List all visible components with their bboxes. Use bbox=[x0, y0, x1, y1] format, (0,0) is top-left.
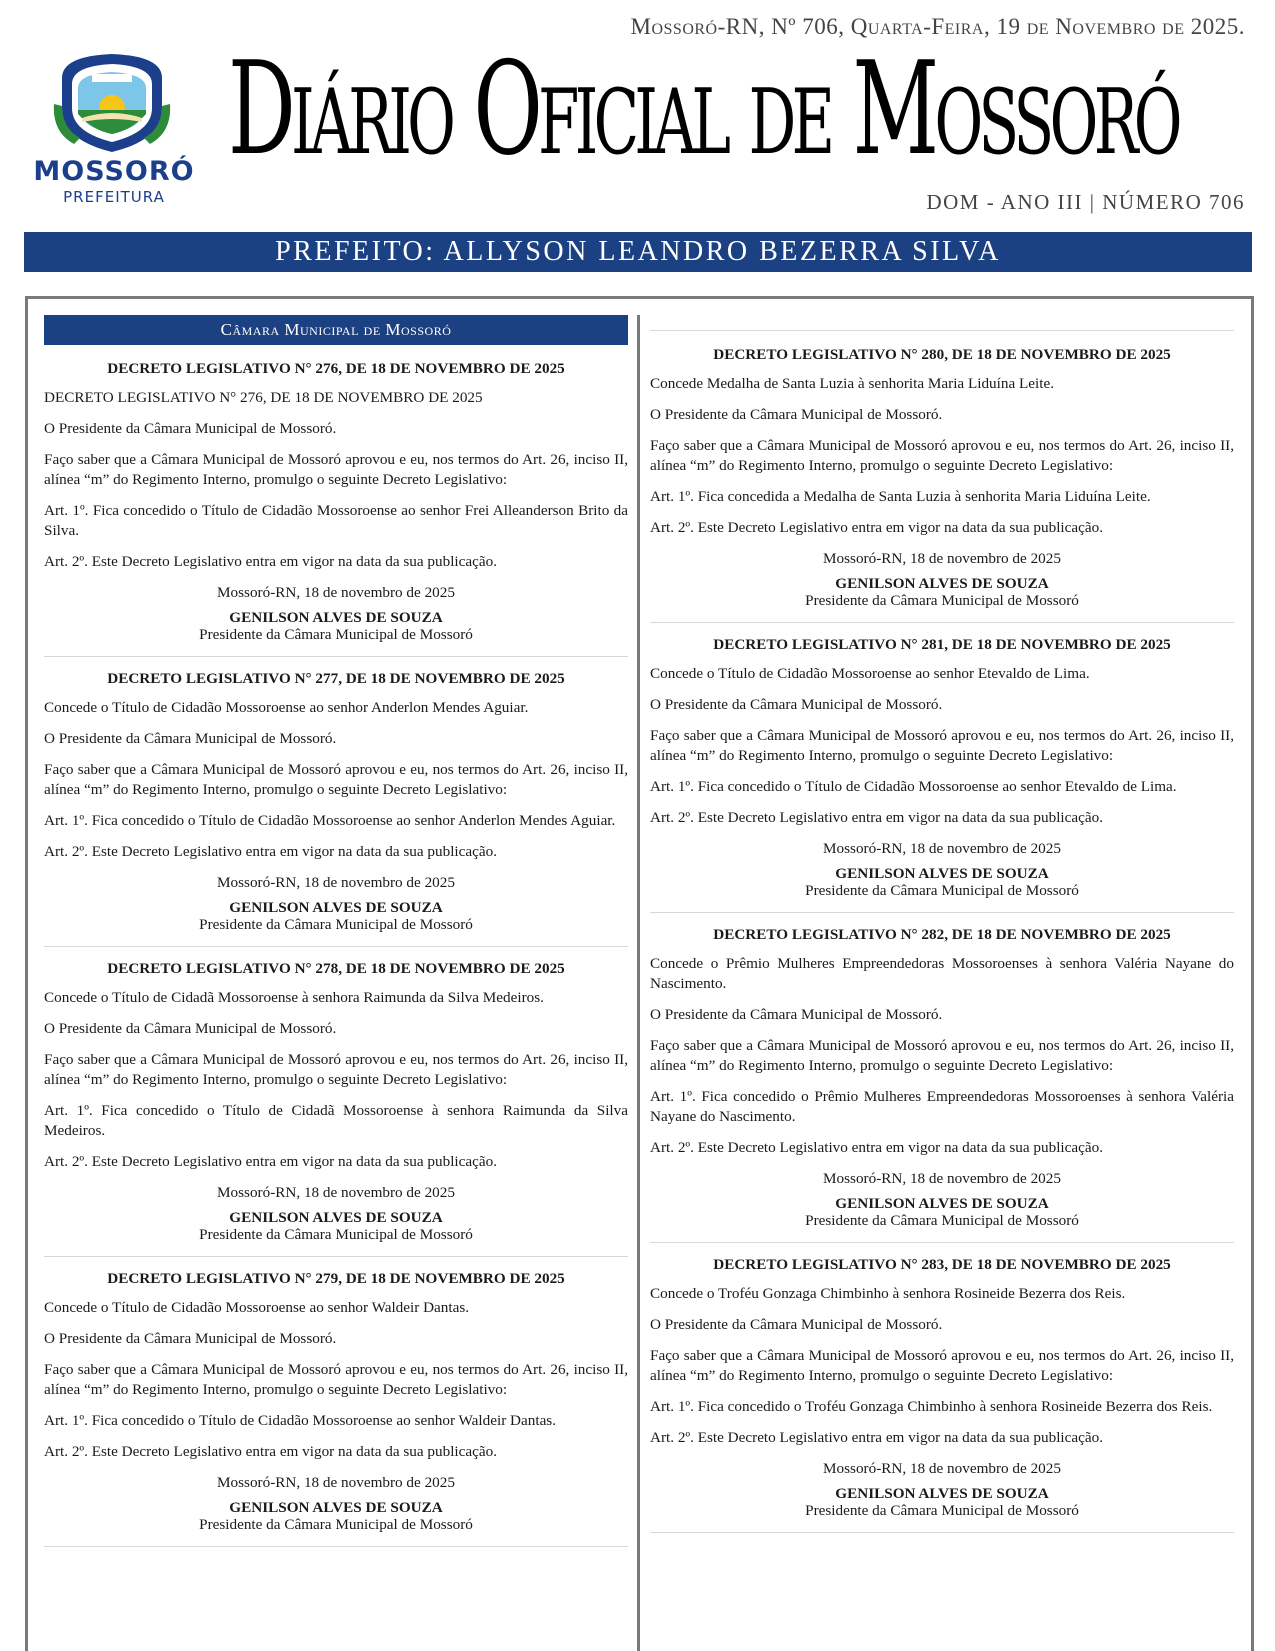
decree bbox=[650, 635, 1234, 913]
decree-article-1: Art. 1º. Fica concedido o Troféu Gonzaga Chimbinho à senhora Rosineide Bezerra dos Reis. bbox=[650, 1398, 1213, 1415]
decree-title: DECRETO LEGISLATIVO N° 278, DE 18 DE NOVEMBRO DE 2025 bbox=[107, 960, 565, 977]
decree-title: DECRETO LEGISLATIVO N° 279, DE 18 DE NOVEMBRO DE 2025 bbox=[107, 1270, 565, 1287]
edition-line: Mossoró-RN, Nº 706, Quarta-Feira, 19 de Novembro de 2025. bbox=[630, 14, 1245, 39]
decree-summary: Concede o Título de Cidadão Mossoroense ao senhor Etevaldo de Lima. bbox=[650, 665, 1090, 682]
decree-date: Mossoró-RN, 18 de novembro de 2025 bbox=[217, 1184, 455, 1201]
decree bbox=[650, 925, 1234, 1243]
decree-date: Mossoró-RN, 18 de novembro de 2025 bbox=[823, 1460, 1061, 1477]
decree-summary: Concede o Título de Cidadã Mossoroense à senhora Raimunda da Silva Medeiros. bbox=[44, 989, 544, 1006]
issue-number: DOM - ANO III | NÚMERO 706 bbox=[926, 190, 1245, 214]
decree bbox=[44, 359, 628, 657]
decree-promulgation: Faço saber que a Câmara Municipal de Mossoró aprovou e eu, nos termos do Art. 26, inciso II, alínea “m” do Regimento Interno, promulgo o seguinte Decreto Legislativo: bbox=[44, 1051, 628, 1088]
decree-preamble: O Presidente da Câmara Municipal de Mossoró. bbox=[650, 1316, 943, 1333]
decree-signer: GENILSON ALVES DE SOUZA bbox=[229, 1209, 443, 1226]
coat-of-arms-icon bbox=[52, 48, 172, 158]
divider bbox=[650, 330, 1234, 331]
decree-summary: Concede o Troféu Gonzaga Chimbinho à senhora Rosineide Bezerra dos Reis. bbox=[650, 1285, 1126, 1302]
decree-date: Mossoró-RN, 18 de novembro de 2025 bbox=[217, 1474, 455, 1491]
decree bbox=[650, 345, 1234, 623]
decree-date: Mossoró-RN, 18 de novembro de 2025 bbox=[217, 874, 455, 891]
decree-preamble: O Presidente da Câmara Municipal de Mossoró. bbox=[44, 1020, 337, 1037]
decree-signer-role: Presidente da Câmara Municipal de Mossoró bbox=[199, 626, 473, 643]
decree-preamble: O Presidente da Câmara Municipal de Mossoró. bbox=[44, 730, 337, 747]
logo-subtitle: PREFEITURA bbox=[63, 188, 165, 206]
municipal-logo bbox=[22, 48, 202, 208]
mayor-name: PREFEITO: ALLYSON LEANDRO BEZERRA SILVA bbox=[275, 236, 1001, 267]
decree-signer-role: Presidente da Câmara Municipal de Mossoró bbox=[805, 1212, 1079, 1229]
decree-preamble: O Presidente da Câmara Municipal de Mossoró. bbox=[44, 1330, 337, 1347]
decree bbox=[44, 1269, 628, 1547]
decree-promulgation: Faço saber que a Câmara Municipal de Mossoró aprovou e eu, nos termos do Art. 26, inciso II, alínea “m” do Regimento Interno, promulgo o seguinte Decreto Legislativo: bbox=[650, 1347, 1234, 1384]
decree-article-2: Art. 2º. Este Decreto Legislativo entra em vigor na data da sua publicação. bbox=[44, 1153, 497, 1170]
decree-date: Mossoró-RN, 18 de novembro de 2025 bbox=[823, 840, 1061, 857]
decree-signer-role: Presidente da Câmara Municipal de Mossoró bbox=[805, 882, 1079, 899]
decree-promulgation: Faço saber que a Câmara Municipal de Mossoró aprovou e eu, nos termos do Art. 26, inciso II, alínea “m” do Regimento Interno, promulgo o seguinte Decreto Legislativo: bbox=[44, 761, 628, 798]
decree bbox=[650, 1255, 1234, 1533]
decree bbox=[44, 959, 628, 1257]
decree-date: Mossoró-RN, 18 de novembro de 2025 bbox=[217, 584, 455, 601]
decree-signer-role: Presidente da Câmara Municipal de Mossoró bbox=[805, 592, 1079, 609]
decree-article-1: Art. 1º. Fica concedido o Prêmio Mulheres Empreendedoras Mossoroenses à senhora Valéria Nayane do Nascimento. bbox=[650, 1088, 1234, 1125]
decree-promulgation: Faço saber que a Câmara Municipal de Mossoró aprovou e eu, nos termos do Art. 26, inciso II, alínea “m” do Regimento Interno, promulgo o seguinte Decreto Legislativo: bbox=[650, 727, 1234, 764]
decree-article-2: Art. 2º. Este Decreto Legislativo entra em vigor na data da sua publicação. bbox=[44, 553, 497, 570]
decree-promulgation: Faço saber que a Câmara Municipal de Mossoró aprovou e eu, nos termos do Art. 26, inciso II, alínea “m” do Regimento Interno, promulgo o seguinte Decreto Legislativo: bbox=[44, 1361, 628, 1398]
decree-signer: GENILSON ALVES DE SOUZA bbox=[835, 575, 1049, 592]
decree-article-1: Art. 1º. Fica concedido o Título de Cidadão Mossoroense ao senhor Anderlon Mendes Aguiar. bbox=[44, 812, 616, 829]
decree-article-2: Art. 2º. Este Decreto Legislativo entra em vigor na data da sua publicação. bbox=[44, 843, 497, 860]
decree-signer-role: Presidente da Câmara Municipal de Mossoró bbox=[805, 1502, 1079, 1519]
decree-title: DECRETO LEGISLATIVO N° 277, DE 18 DE NOVEMBRO DE 2025 bbox=[107, 670, 565, 687]
section-header: Câmara Municipal de Mossoró bbox=[44, 315, 628, 345]
decree-article-2: Art. 2º. Este Decreto Legislativo entra em vigor na data da sua publicação. bbox=[44, 1443, 497, 1460]
decree-title: DECRETO LEGISLATIVO N° 280, DE 18 DE NOVEMBRO DE 2025 bbox=[713, 346, 1171, 363]
decree-article-2: Art. 2º. Este Decreto Legislativo entra em vigor na data da sua publicação. bbox=[650, 809, 1103, 826]
decree-signer: GENILSON ALVES DE SOUZA bbox=[835, 1485, 1049, 1502]
decree-signer: GENILSON ALVES DE SOUZA bbox=[229, 899, 443, 916]
decree-summary: Concede o Título de Cidadão Mossoroense ao senhor Anderlon Mendes Aguiar. bbox=[44, 699, 529, 716]
mayor-banner bbox=[24, 232, 1252, 272]
decree-promulgation: Faço saber que a Câmara Municipal de Mossoró aprovou e eu, nos termos do Art. 26, inciso II, alínea “m” do Regimento Interno, promulgo o seguinte Decreto Legislativo: bbox=[44, 451, 628, 488]
decree-article-1: Art. 1º. Fica concedida a Medalha de Santa Luzia à senhorita Maria Liduína Leite. bbox=[650, 488, 1151, 505]
decree-title: DECRETO LEGISLATIVO N° 282, DE 18 DE NOVEMBRO DE 2025 bbox=[713, 926, 1171, 943]
decree-signer-role: Presidente da Câmara Municipal de Mossoró bbox=[199, 916, 473, 933]
decree-summary: Concede Medalha de Santa Luzia à senhorita Maria Liduína Leite. bbox=[650, 375, 1054, 392]
right-column bbox=[650, 315, 1234, 1545]
decree-article-2: Art. 2º. Este Decreto Legislativo entra em vigor na data da sua publicação. bbox=[650, 1429, 1103, 1446]
decree-signer-role: Presidente da Câmara Municipal de Mossoró bbox=[199, 1516, 473, 1533]
decree-signer: GENILSON ALVES DE SOUZA bbox=[835, 1195, 1049, 1212]
decree-article-1: Art. 1º. Fica concedido o Título de Cidadã Mossoroense à senhora Raimunda da Silva Medeiros. bbox=[44, 1102, 628, 1139]
decree-preamble: O Presidente da Câmara Municipal de Mossoró. bbox=[650, 696, 943, 713]
decree-article-2: Art. 2º. Este Decreto Legislativo entra em vigor na data da sua publicação. bbox=[650, 519, 1103, 536]
decree-promulgation: Faço saber que a Câmara Municipal de Mossoró aprovou e eu, nos termos do Art. 26, inciso II, alínea “m” do Regimento Interno, promulgo o seguinte Decreto Legislativo: bbox=[650, 1037, 1234, 1074]
decree-title: DECRETO LEGISLATIVO N° 281, DE 18 DE NOVEMBRO DE 2025 bbox=[713, 636, 1171, 653]
decree-title: DECRETO LEGISLATIVO N° 283, DE 18 DE NOVEMBRO DE 2025 bbox=[713, 1256, 1171, 1273]
decree-promulgation: Faço saber que a Câmara Municipal de Mossoró aprovou e eu, nos termos do Art. 26, inciso II, alínea “m” do Regimento Interno, promulgo o seguinte Decreto Legislativo: bbox=[650, 437, 1234, 474]
decree-summary: Concede o Título de Cidadão Mossoroense ao senhor Waldeir Dantas. bbox=[44, 1299, 470, 1316]
decree-article-1: Art. 1º. Fica concedido o Título de Cidadão Mossoroense ao senhor Frei Alleanderson Brito da Silva. bbox=[44, 502, 628, 539]
masthead-title: Diário Oficial de Mossoró bbox=[228, 35, 1178, 184]
decree-date: Mossoró-RN, 18 de novembro de 2025 bbox=[823, 550, 1061, 567]
decree bbox=[44, 669, 628, 947]
decree-preamble: O Presidente da Câmara Municipal de Mossoró. bbox=[650, 406, 943, 423]
decree-signer-role: Presidente da Câmara Municipal de Mossoró bbox=[199, 1226, 473, 1243]
decree-title: DECRETO LEGISLATIVO N° 276, DE 18 DE NOVEMBRO DE 2025 bbox=[107, 360, 565, 377]
decree-article-2: Art. 2º. Este Decreto Legislativo entra em vigor na data da sua publicação. bbox=[650, 1139, 1103, 1156]
decree-signer: GENILSON ALVES DE SOUZA bbox=[229, 609, 443, 626]
left-column bbox=[44, 315, 628, 1559]
decree-signer: GENILSON ALVES DE SOUZA bbox=[835, 865, 1049, 882]
column-divider bbox=[637, 315, 640, 1651]
decree-article-1: Art. 1º. Fica concedido o Título de Cidadão Mossoroense ao senhor Waldeir Dantas. bbox=[44, 1412, 557, 1429]
decree-preamble: O Presidente da Câmara Municipal de Mossoró. bbox=[44, 420, 337, 437]
decree-date: Mossoró-RN, 18 de novembro de 2025 bbox=[823, 1170, 1061, 1187]
decree-signer: GENILSON ALVES DE SOUZA bbox=[229, 1499, 443, 1516]
decree-article-1: Art. 1º. Fica concedido o Título de Cidadão Mossoroense ao senhor Etevaldo de Lima. bbox=[650, 778, 1177, 795]
decree-summary: DECRETO LEGISLATIVO N° 276, DE 18 DE NOVEMBRO DE 2025 bbox=[44, 389, 483, 406]
decree-summary: Concede o Prêmio Mulheres Empreendedoras Mossoroenses à senhora Valéria Nayane do Nascimento. bbox=[650, 955, 1234, 992]
logo-city-name: MOSSORÓ bbox=[33, 156, 195, 187]
decree-preamble: O Presidente da Câmara Municipal de Mossoró. bbox=[650, 1006, 943, 1023]
